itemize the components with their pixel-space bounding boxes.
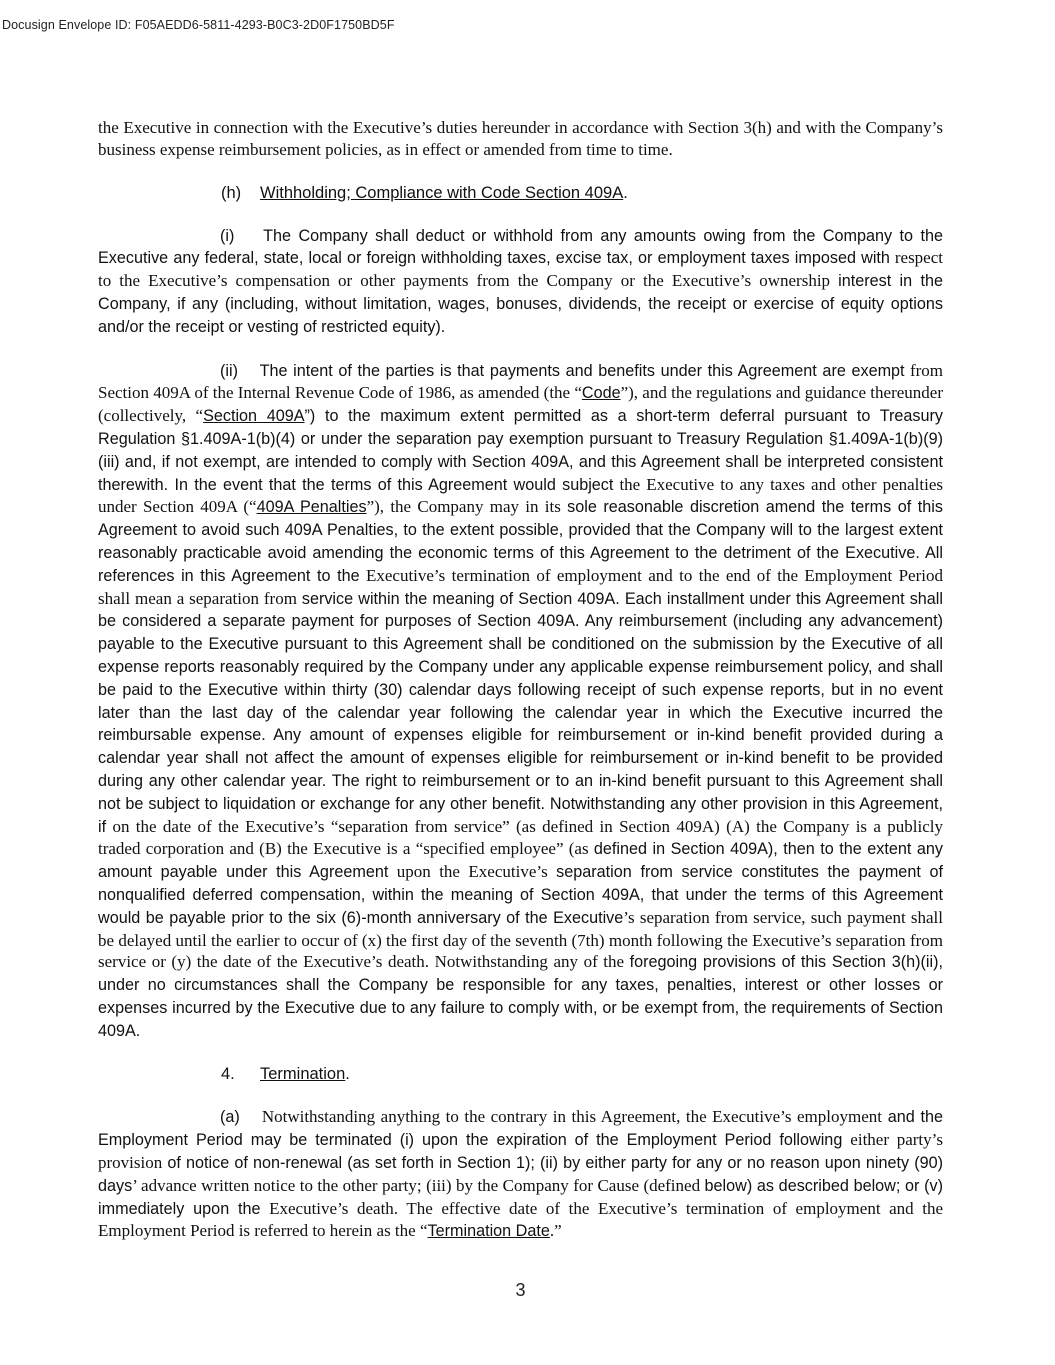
paragraph-text: of notice of non-renewal (as set forth in Section 1); (ii) by either party for any or no reason upon ninety (90) days (98, 1154, 943, 1195)
section-title: Withholding; Compliance with Code Section 409A (260, 183, 624, 202)
paragraph-text: The Company shall deduct or withhold from any amounts owing from the Company to the Executive any federal, state, local or foreign withholding taxes, excise tax, or employment taxes imposed with (98, 226, 943, 268)
section-punctuation: . (623, 183, 628, 202)
paragraph-number: (ii) (220, 361, 238, 380)
paragraph-text: ”), and the regulations and guidance thereunder (collectively, “ (98, 383, 943, 426)
paragraph-text: below) as described below; or (v) immediately upon the (98, 1176, 943, 1218)
defined-term-termination-date: Termination Date (427, 1222, 550, 1241)
paragraph-text: either party’s provision (98, 1130, 943, 1173)
paragraph-text: on the date of the Executive’s “separation from service” (as defined in Section 409A) (A) the Company is a publicly traded corporation and (B) the Executive is a “specified employee” (as (98, 816, 943, 859)
paragraph-text: ”), the Company may in its (366, 497, 568, 517)
paragraph-text: interest in the Company, if any (including, without limitation, wages, bonuses, dividends, the receipt or exercise of equity options and/or the receipt or vesting of restricted equity). (98, 272, 943, 336)
paragraph-4-a (98, 1106, 943, 1243)
section-number: 4. (221, 1065, 235, 1084)
paragraph-text: ’s separation from service, such payment shall be delayed until the earlier to occur of (x) the first day of the seventh (7th) month following the Executive’s separation from service or (y) the date of the Executive’s death. Notwithstanding any of the (98, 907, 944, 972)
paragraph-text: Executive’s termination of employment and to the end of the Employment Period shall mean a separation from (98, 565, 943, 608)
document-body (98, 117, 943, 1264)
envelope-id: Docusign Envelope ID: F05AEDD6-5811-4293-B0C3-2D0F1750BD5F (2, 18, 395, 32)
paragraph-text: service within the meaning of Section 409A. Each installment under this Agreement shall be considered a separate payment for purposes of Section 409A. Any reimbursement (including any advancement) payable to the Executive pursuant to this Agreement shall be conditioned on the submission by the Executive of all expense reports reasonably required by the Company under any applicable expense reimbursement policy, and shall be paid to the Executive within thirty (30) calendar days following receipt of such expense reports, but in no event later than the last day of the calendar year following the calendar year in which the Executive incurred the reimbursable expense. Any amount of expenses eligible for reimbursement or in-kind benefit provided during a calendar year shall not affect the amount of expenses eligible for reimbursement or in-kind benefit to be provided during any other calendar year. The right to reimbursement or to an in-kind benefit pursuant to this Agreement shall not be subject to liquidation or exchange for any other benefit. Notwithstanding any other provision in this Agreement, if (98, 589, 944, 836)
paragraph-number: (a) (220, 1108, 240, 1127)
paragraph-number: (i) (220, 226, 235, 245)
paragraph-text: ’ advance written notice to the other party; (iii) by the Company for Cause (defined (132, 1175, 705, 1195)
page-number: 3 (515, 1280, 526, 1300)
defined-term-section-409a: Section 409A (203, 407, 305, 426)
paragraph-text: respect to the Executive’s compensation or other payments from the Company or the Executive’s ownership (98, 248, 943, 291)
section-title: Termination (260, 1065, 346, 1084)
continuation-paragraph: the Executive in connection with the Executive’s duties hereunder in accordance with Section 3(h) and with the Company’s business expense reimbursement policies, as in effect or amended from time to time. (98, 118, 943, 159)
section-number: (h) (221, 183, 242, 202)
paragraph-text: separation from service constitutes the payment of nonqualified deferred compensation, within the meaning of Section 409A, that under the terms of this Agreement would be payable prior to the six (6)-month anniversary of the Executive (98, 863, 944, 927)
paragraph-text: .” (549, 1221, 562, 1241)
defined-term-409a-penalties: 409A Penalties (256, 498, 367, 517)
paragraph-h-i (98, 225, 943, 339)
paragraph-text: ”) to the maximum extent permitted as a short-term deferral pursuant to Treasury Regulation §1.409A-1(b)(4) or under the separation pay exemption pursuant to Treasury Regulation §1.409A-1(b)(9)(iii) and, if not exempt, are intended to comply with Section 409A, and this Agreement shall be interpreted consistent therewith. In the event that the terms of this Agreement would subject (98, 407, 944, 494)
section-heading-4 (221, 1063, 943, 1085)
section-heading-h (221, 182, 943, 204)
section-punctuation: . (345, 1065, 350, 1084)
paragraph-text: from Section 409A of the Internal Revenue Code of 1986, as amended (the “ (98, 360, 944, 403)
paragraph-text: Notwithstanding anything to the contrary in this Agreement, the Executive’s employment (261, 1107, 882, 1127)
paragraph-text: and the Employment Period may be terminated (i) upon the expiration of the Employment Period following (98, 1108, 943, 1150)
paragraph-text: foregoing provisions of this Section 3(h)(ii), under no circumstances shall the Company be responsible for any taxes, penalties, interest or other losses or expenses incurred by the Executive due to any failure to comply with, or be exempt from, the requirements of Section 409A. (98, 953, 943, 1040)
paragraph-h-ii (98, 360, 943, 1043)
defined-term-code: Code (581, 384, 621, 403)
paragraph-text: upon the Executive’s (388, 862, 557, 882)
paragraph-text: defined in Section 409A), then to the extent any amount payable under this Agreement (98, 840, 944, 882)
paragraph-text: Executive’s death. The effective date of the Executive’s termination of employment and the Employment Period is referred to herein as the “ (98, 1198, 944, 1241)
paragraph-text: The intent of the parties is that payments and benefits under this Agreement are exempt (259, 361, 905, 380)
paragraph-text: sole reasonable discretion amend the terms of this Agreement to avoid such 409A Penalties, to the extent possible, provided that the Company will to the largest extent reasonably practicable avoid amending the economic terms of this Agreement to the detriment of the Executive. All references in this Agreement to the (98, 498, 943, 585)
paragraph-text: the Executive to any taxes and other penalties under Section 409A (“ (98, 474, 943, 517)
